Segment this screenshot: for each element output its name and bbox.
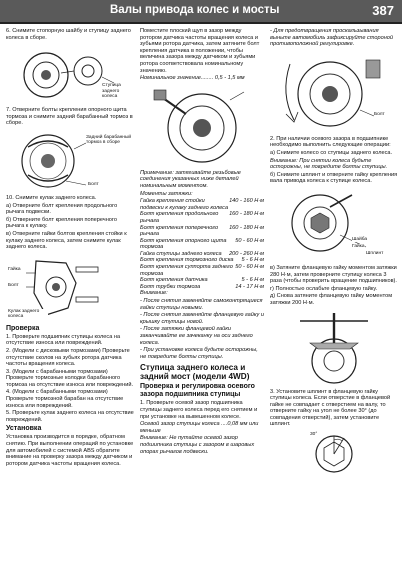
spec-value: 50 - 60 Н·м [235, 237, 264, 244]
column-2 [140, 28, 264, 456]
torque-spec-row [140, 257, 264, 264]
spec-value: 160 - 180 Н·м [229, 211, 264, 218]
figure-sensor-gap [140, 84, 264, 168]
step-10a: а) Отверните болт крепления продольного рычага подвески. [6, 202, 118, 216]
check-5: 5. Проверьте кулак заднего колеса на отсутствие повреждений. [6, 410, 134, 423]
figure-torque-wrench [270, 309, 398, 387]
check-1: 1. Проверьте подшипник ступицы колеса на отсутствие износа или повреждений. [6, 333, 121, 347]
axial-play-attention: Внимание: Не путайте осевой зазор подшипника ступицы с зазором в шаровых опорах рычагов подвески. [140, 435, 255, 455]
torque-spec-row [140, 225, 264, 238]
spec-name: Болт крепления опорного щита тормоза [140, 237, 227, 251]
step-7: 7. Отверните болты крепления опорного щита тормоза и снимите задний барабанный тормоз в сборе. [6, 107, 133, 127]
spec-name: Болт крепления суппорта заднего тормоза [140, 264, 233, 277]
label-washer: Шайба [352, 236, 368, 242]
step-2d: г) Полностью ослабьте фланцевую гайку. [270, 285, 378, 292]
dial-gauge-illustration [270, 50, 398, 134]
torque-spec-row [140, 211, 264, 224]
label-hub: Ступица заднего колеса [102, 83, 134, 99]
label-nut-2: Гайка [352, 243, 365, 249]
figure-drum-brake [6, 129, 134, 193]
check-4: 4. (Модели с барабанными тормозами) Проверьте тормозной барабан на отсутствие износа или повреждений. [6, 389, 124, 409]
section-heading-4wd: Ступица заднего колеса и задний мост (модели 4WD) [140, 363, 250, 382]
step-10b: б) Отверните болт крепления поперечного рычага к кулаку. [6, 216, 117, 230]
figure-knuckle [6, 253, 134, 323]
nominal-gap: Номинальное значение........ 0,5 - 1,5 мм [140, 75, 245, 82]
step-2a: а) Снимите колесо со ступицы заднего колеса. [270, 149, 393, 156]
label-drum-brake: Задний барабанный тормоз в сборе [86, 134, 132, 146]
spec-value: 160 - 180 Н·м [229, 224, 264, 231]
spec-name: Болт крепления продольного рычага [140, 211, 219, 224]
step-2b: б) Снимите шплинт и отверните гайку крепления вала привода колеса к ступице колеса. [270, 171, 398, 185]
step-3: 3. Установите шплинт в фланцевую гайку ступицы колеса. Если отверстие в фланцевой гайке не совпадает с отверстием на валу, то отверните гайку на угол не более 30° (до совпадения отверстий), затем установите шплинт. [270, 388, 391, 428]
fix-vehicle-note: - Для предотвращения проскальзывания выньте автомобиль зафиксируйте стороной противоположной регулировке. [270, 28, 394, 48]
torque-spec-list [140, 198, 264, 290]
check-2: 2. (Модели с дисковыми тормозами) Проверьте отсутствие сколов на зубьях ротора датчика частоты вращения колеса. [6, 347, 130, 368]
page-title: Валы привода колес и мосты [110, 4, 280, 16]
figure-dial-gauge [270, 50, 398, 134]
label-angle: 30° [310, 432, 318, 438]
axial-play-step-1: 1. Проверьте осевой зазор подшипника ступицы заднего колеса перед его снятием и при установке на вывешенном колесе. [140, 400, 258, 420]
check-heading: Проверка [6, 324, 40, 332]
install-heading: Установка [6, 425, 42, 433]
spec-name: Болт трубки тормоза [140, 283, 201, 290]
spec-value: 50 - 60 Н·м [235, 264, 264, 271]
torque-spec-row [140, 264, 264, 277]
label-knuckle: Кулак заднего колеса [8, 309, 48, 320]
torque-spec-row [140, 198, 264, 211]
step-2e: д) Снова затяните фланцевую гайку моментом затяжки 200 Н·м. [270, 293, 393, 306]
attention-1: - После снятия заменяйте самоконтрящиеся гайки ступицы новыми. [140, 298, 263, 311]
spec-name: Гайка крепления стойки подвески к кулаку заднего колеса [140, 198, 229, 211]
step-2-attention: Внимание: При снятии колеса будьте осторожны, не повредите болты ступицы. [270, 157, 388, 171]
torque-spec-row [140, 284, 264, 291]
attention-4: - При установке колеса будьте осторожны, не повредите болты ступицы. [140, 347, 258, 360]
sensor-gap-illustration [140, 84, 264, 168]
install-text: Установка производится в порядке, обратном снятию. При выполнении операций по установке для автомобилей с системой ABS обратите внимание на проверку зазора между датчиком и ротором датчика частоты вращения колеса. [6, 434, 134, 467]
figure-cotter-angle [270, 430, 398, 474]
attention-heading: Внимание: [140, 290, 168, 297]
check-3: 3. (Модели с барабанными тормозами) Проверьте тормозные колодки барабанного тормоза на отсутствие износа или повреждений. [6, 368, 133, 388]
torque-heading: Моменты затяжки: [140, 190, 193, 197]
spec-name: Болт крепления поперечного рычага [140, 224, 219, 238]
step-2: 2. При наличии осевого зазора в подшипнике необходимо выполнить следующие операции: [270, 135, 391, 149]
figure-flange-nut [270, 187, 398, 263]
label-cotter-pin: Шплинт [366, 250, 384, 256]
spec-value: 5 - 6 Н·м [241, 277, 264, 284]
step-10c: в) Отверните гайки болтов крепления стойки к кулаку заднего колеса, затем снимите кулак заднего колеса. [6, 230, 127, 251]
torque-spec-row [140, 238, 264, 251]
cotter-angle-illustration [270, 430, 398, 474]
torque-wrench-illustration [270, 309, 398, 387]
column-3 [270, 28, 398, 476]
step-6: 6. Снимите стопорную шайбу и ступицу заднего колеса в сборе. [6, 28, 131, 41]
step-2c: в) Затяните фланцевую гайку моментом затяжки 280 Н·м, затем проверните ступицу колеса 3 раза (чтобы проверить вращение подшипников). [270, 264, 397, 285]
subsection-heading: Проверка и регулировка осевого зазора подшипника ступицы [140, 383, 255, 399]
page-number: 387 [372, 3, 394, 18]
spec-name: Болт крепления тормозного диска [140, 257, 234, 264]
label-nut: Гайка [8, 266, 21, 272]
spec-name: Болт крепления датчика [140, 277, 208, 284]
figure-hub-removal [6, 43, 134, 105]
attention-3: - После затяжки фланцевой гайки заканчивайте ее зачеканку на оси заднего колеса. [140, 326, 253, 346]
torque-spec-row [140, 277, 264, 284]
attention-2: - После снятия заменяйте фланцевую гайку и крышку ступицы новой. [140, 312, 264, 325]
torque-note: Примечание: затягивайте резьбовые соединения указанных ниже деталей номинальным моментом. [140, 169, 241, 189]
spec-name: Гайка ступицы заднего колеса [140, 250, 222, 257]
label-bolt-2: Болт [8, 282, 19, 288]
label-bolt-3: Болт [374, 111, 385, 117]
column-1 [6, 28, 134, 468]
spec-value: 200 - 260 Н·м [229, 250, 264, 257]
spec-value: 14 - 17 Н·м [235, 283, 264, 290]
step-10: 10. Снимите кулак заднего колеса. [6, 194, 97, 201]
axial-play-nominal: Осевой зазор ступицы колеса ....0,08 мм или меньше [140, 421, 259, 434]
torque-spec-row [140, 251, 264, 258]
spec-value: 5 - 6 Н·м [241, 257, 264, 264]
page-header [0, 0, 402, 24]
spec-value: 140 - 160 Н·м [229, 198, 264, 205]
label-bolt: Болт [88, 182, 108, 187]
sensor-gap-intro: Поместите плоский щуп в зазор между ротором датчика частоты вращения колеса и зубьями ротора датчика, затем затяните болт крепления датчика в положении, чтобы величина зазора между датчиком и зубьями ротора соответствовала номинальному значению. [140, 28, 260, 74]
